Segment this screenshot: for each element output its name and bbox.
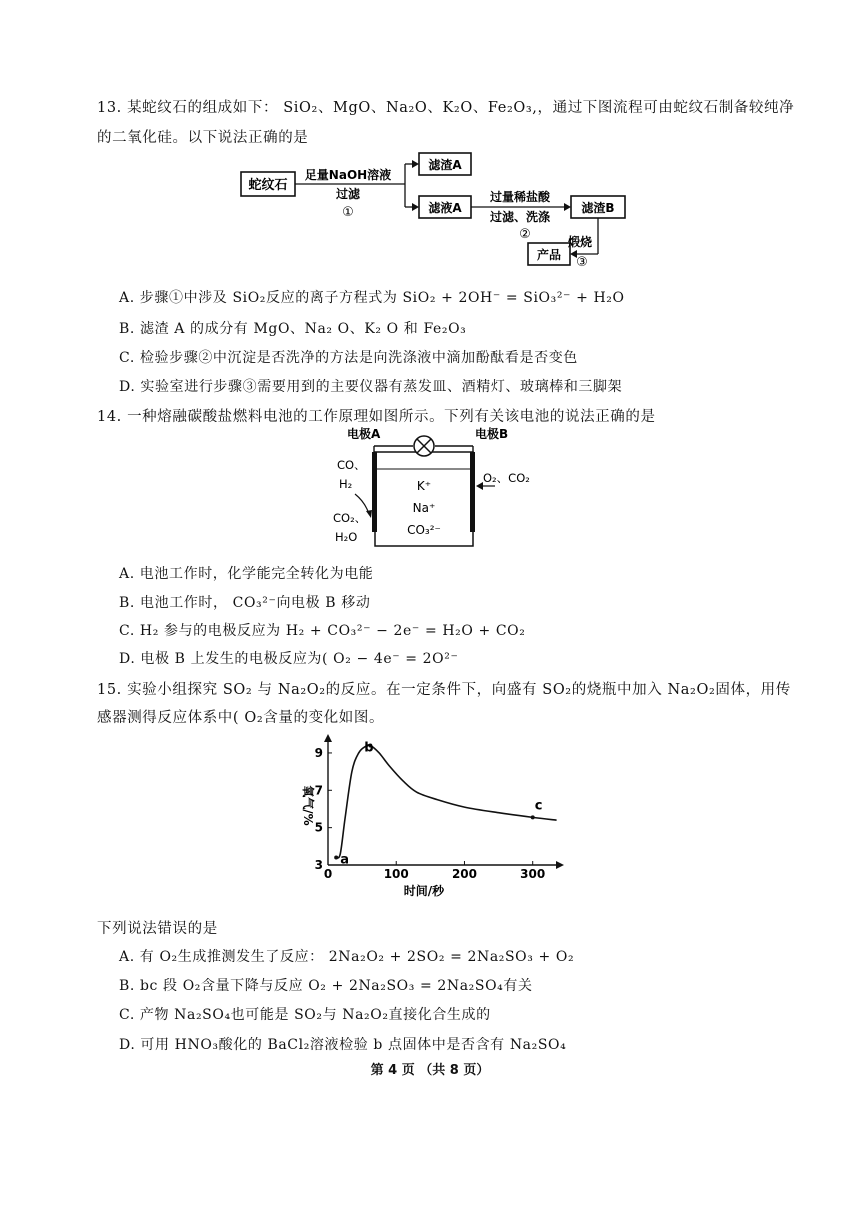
- y-axis-arrow: [324, 734, 332, 742]
- cathode-input: O₂、CO₂: [483, 471, 530, 485]
- q13-stem-line1: 13. 某蛇纹石的组成如下： SiO₂、MgO、Na₂O、K₂O、Fe₂O₃,，通过下图流程可由蛇纹石制备较纯净: [97, 100, 795, 116]
- q15-stem-line1: 15. 实验小组探究 SO₂ 与 Na₂O₂的反应。在一定条件下，向盛有 SO₂的烧瓶中加入 Na₂O₂固体，用传: [97, 682, 791, 698]
- flow-step3-number: ③: [576, 255, 588, 270]
- q15-option-c: C. 产物 Na₂SO₄也可能是 SO₂与 Na₂O₂直接化合生成的: [119, 1007, 491, 1023]
- q14-option-b: B. 电池工作时， CO₃²⁻向电极 B 移动: [119, 595, 371, 611]
- flow-filtrate-a-label: 滤液A: [428, 201, 462, 215]
- q14-option-d: D. 电极 B 上发生的电极反应为( O₂ − 4e⁻ = 2O²⁻: [119, 651, 459, 667]
- q13-stem-line2: 的二氧化硅。以下说法正确的是: [97, 130, 309, 146]
- flow-residue-b-label: 滤渣B: [581, 201, 615, 215]
- x-tick-label: 300: [520, 867, 546, 881]
- ion-sodium: Na⁺: [412, 501, 436, 515]
- electrode-a-plate: [372, 452, 377, 532]
- y-tick-label: 5: [314, 820, 323, 835]
- x-tick-label: 0: [323, 867, 333, 881]
- flow-step1-operation: 过滤: [335, 187, 361, 201]
- oxygen-content-chart: [290, 730, 580, 905]
- oxygen-curve: [336, 745, 556, 858]
- y-tick-label: 9: [314, 745, 323, 760]
- q14-option-c: C. H₂ 参与的电极反应为 H₂ + CO₃²⁻ − 2e⁻ = H₂O + CO₂: [119, 623, 526, 639]
- electrode-a-label: 电极A: [347, 427, 381, 441]
- q13-option-a: A. 步骤①中涉及 SiO₂反应的离子方程式为 SiO₂ + 2OH⁻ = SiO₃²⁻ + H₂O: [119, 290, 625, 306]
- flow-step2-reagent: 过量稀盐酸: [489, 190, 551, 204]
- q15-option-a: A. 有 O₂生成推测发生了反应： 2Na₂O₂ + 2SO₂ = 2Na₂SO₃ + O₂: [119, 949, 575, 965]
- point-a-marker: [334, 856, 338, 860]
- bulb-icon: [414, 436, 434, 456]
- anode-output-line2: H₂O: [335, 530, 358, 544]
- y-axis-title: 氧气/%: [301, 785, 315, 826]
- x-tick-label: 100: [383, 867, 409, 881]
- anode-output-line1: CO₂、: [333, 511, 367, 525]
- electrode-b-plate: [470, 452, 475, 532]
- q14-battery-diagram: [325, 424, 540, 554]
- anode-input-line1: CO、: [337, 458, 366, 472]
- ion-carbonate: CO₃²⁻: [407, 523, 441, 537]
- q13-option-d: D. 实验室进行步骤③需要用到的主要仪器有蒸发皿、酒精灯、玻璃棒和三脚架: [119, 379, 623, 395]
- flow-step1-reagent: 足量NaOH溶液: [304, 168, 392, 182]
- point-b-label: b: [364, 740, 374, 756]
- y-tick-label: 3: [314, 858, 323, 872]
- flow-product-label: 产品: [536, 248, 562, 262]
- point-a-label: a: [340, 852, 349, 868]
- flow-step1-number: ①: [342, 205, 354, 220]
- flow-step2-number: ②: [519, 227, 531, 242]
- anode-input-line2: H₂: [339, 477, 353, 491]
- q15-stem-line2: 感器测得反应体系中( O₂含量的变化如图。: [97, 710, 385, 726]
- flow-step2-operation: 过滤、洗涤: [489, 210, 551, 224]
- x-axis-arrow: [556, 861, 564, 869]
- q13-option-c: C. 检验步骤②中沉淀是否洗净的方法是向洗涤液中滴加酚酞看是否变色: [119, 350, 578, 366]
- page-footer: 第 4 页 （共 8 页）: [370, 1063, 490, 1078]
- q15-option-b: B. bc 段 O₂含量下降与反应 O₂ + 2Na₂SO₃ = 2Na₂SO₄有关: [119, 978, 533, 994]
- x-tick-label: 200: [451, 867, 478, 881]
- q15-option-d: D. 可用 HNO₃酸化的 BaCl₂溶液检验 b 点固体中是否含有 Na₂SO₄: [119, 1037, 567, 1053]
- point-c-marker: [531, 815, 535, 819]
- x-axis-title: 时间/秒: [403, 884, 445, 898]
- q15-stem-line3: 下列说法错误的是: [97, 921, 218, 937]
- flow-step3-label: 煅烧: [567, 235, 593, 249]
- q14-stem-line1: 14. 一种熔融碳酸盐燃料电池的工作原理如图所示。下列有关该电池的说法正确的是: [97, 409, 656, 425]
- electrode-b-label: 电极B: [475, 427, 509, 441]
- ion-potassium: K⁺: [416, 479, 432, 493]
- q14-option-a: A. 电池工作时，化学能完全转化为电能: [119, 566, 374, 582]
- y-tick-label: 7: [314, 783, 323, 798]
- point-c-label: c: [534, 798, 543, 814]
- q13-option-b: B. 滤渣 A 的成分有 MgO、Na₂ O、K₂ O 和 Fe₂O₃: [119, 321, 467, 337]
- flow-start-label: 蛇纹石: [248, 178, 288, 193]
- flow-residue-a-label: 滤渣A: [428, 158, 462, 172]
- q13-flowchart: [230, 148, 630, 273]
